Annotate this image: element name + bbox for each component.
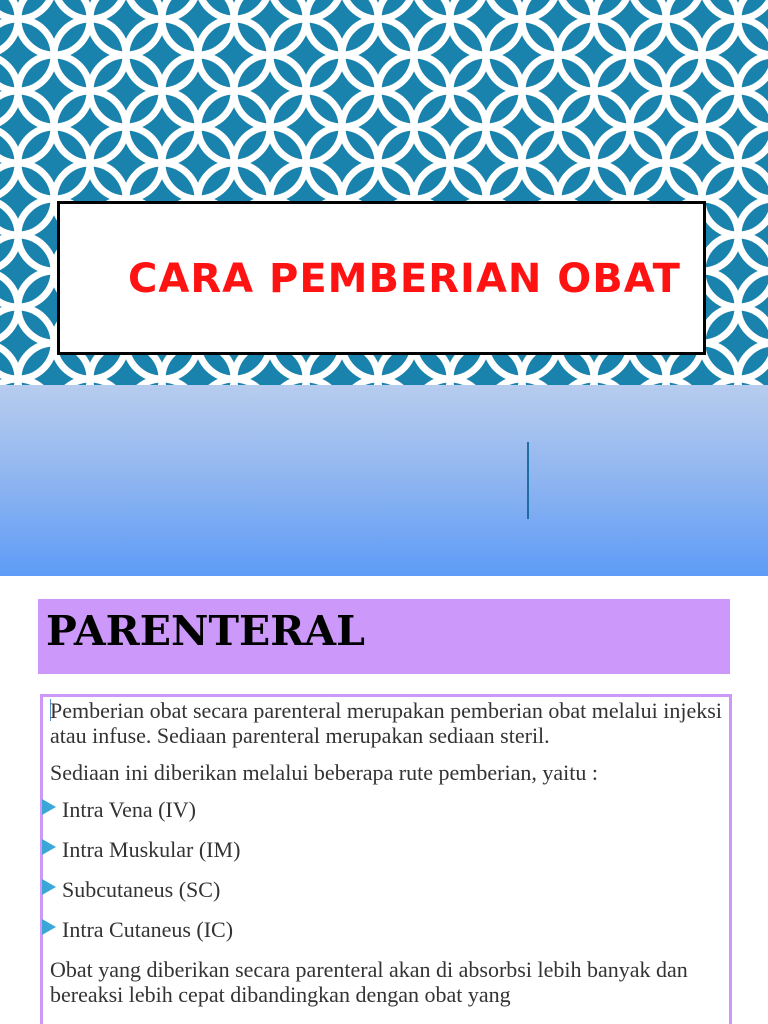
list-item xyxy=(50,877,730,902)
route-label: Intra Muskular (IM) xyxy=(62,837,241,862)
slide-title: CARA PEMBERIAN OBAT xyxy=(128,256,681,302)
arrow-bullet-icon xyxy=(42,879,56,895)
list-item xyxy=(50,797,730,822)
route-label: Subcutaneus (SC) xyxy=(62,877,221,902)
title-box xyxy=(57,201,706,355)
list-item xyxy=(50,917,730,942)
paragraph-absorption: Obat yang diberikan secara parenteral akan di absorbsi lebih banyak dan bereaksi lebih cepat dibandingkan dengan obat yang xyxy=(50,957,688,1007)
arrow-bullet-icon xyxy=(42,919,56,935)
route-label: Intra Vena (IV) xyxy=(62,797,196,822)
vertical-divider xyxy=(527,442,529,519)
arrow-bullet-icon xyxy=(42,839,56,855)
paragraph-routes-intro: Sediaan ini diberikan melalui beberapa rute pemberian, yaitu : xyxy=(50,760,598,785)
paragraph-intro: Pemberian obat secara parenteral merupakan pemberian obat melalui injeksi atau infuse. Sediaan parenteral merupakan sediaan steril. xyxy=(50,698,722,748)
content-slide xyxy=(0,576,768,1024)
slide-body xyxy=(50,698,730,1019)
slide-heading: PARENTERAL xyxy=(46,607,365,655)
route-label: Intra Cutaneus (IC) xyxy=(62,917,234,942)
list-item xyxy=(50,837,730,862)
gradient-band xyxy=(0,385,768,576)
arrow-bullet-icon xyxy=(42,799,56,815)
heading-bar xyxy=(38,599,730,674)
